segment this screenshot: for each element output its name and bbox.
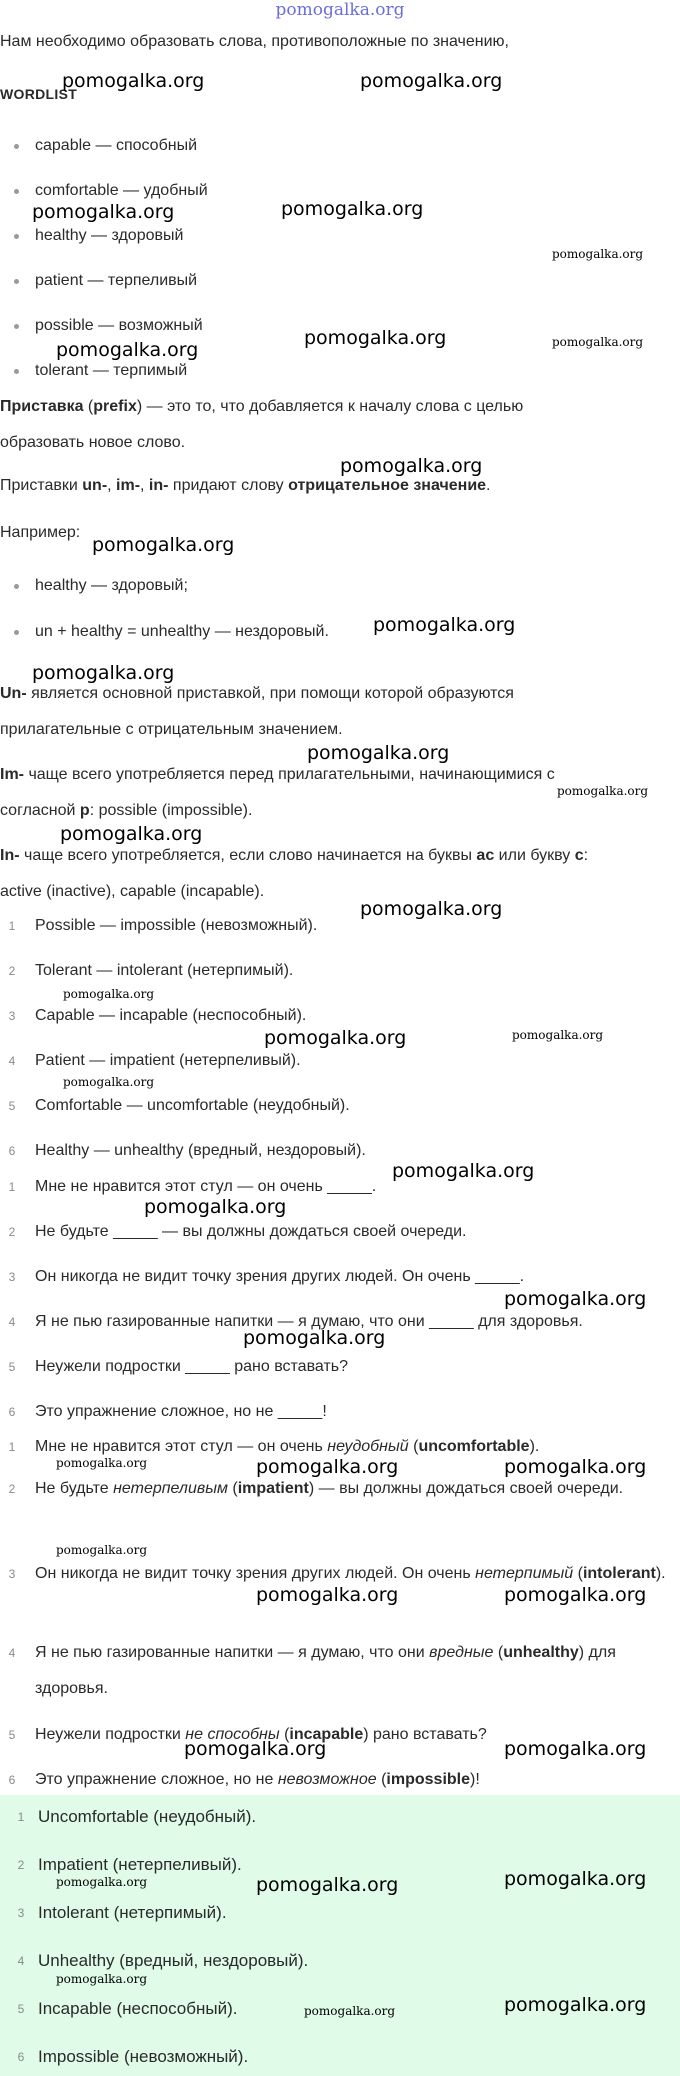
prefix-definition-line2: образовать новое слово. <box>0 434 186 451</box>
watermark: pomogalka.org <box>504 1456 647 1478</box>
bullet-icon <box>14 279 19 284</box>
prefix-definition: Приставка (prefix) — это то, что добавляется к началу слова с целью <box>0 398 524 415</box>
negative-prefixes: Приставки un-, im-, in- придают слову отрицательное значение. <box>0 477 491 494</box>
bullet-icon <box>14 630 19 635</box>
watermark: pomogalka.org <box>32 201 175 223</box>
bullet-icon <box>14 584 19 589</box>
watermark: pomogalka.org <box>32 662 175 684</box>
watermark: pomogalka.org <box>504 1738 647 1760</box>
watermark: pomogalka.org <box>512 1028 604 1042</box>
watermark: pomogalka.org <box>63 1075 155 1089</box>
im-rule: Im- чаще всего употребляется перед прилагательными, начинающимися с <box>0 766 555 783</box>
watermark: pomogalka.org <box>256 1874 399 1896</box>
watermark: pomogalka.org <box>256 1584 399 1606</box>
example-label: Например: <box>0 524 81 541</box>
un-rule: Un- является основной приставкой, при помощи которой образуются <box>0 685 514 702</box>
watermark: pomogalka.org <box>62 70 205 92</box>
watermark: pomogalka.org <box>184 1738 327 1760</box>
watermark: pomogalka.org <box>56 339 199 361</box>
watermark: pomogalka.org <box>144 1196 287 1218</box>
bullet-icon <box>14 324 19 329</box>
watermark: pomogalka.org <box>281 198 424 220</box>
watermark: pomogalka.org <box>552 335 644 349</box>
watermark: pomogalka.org <box>504 1288 647 1310</box>
watermark: pomogalka.org <box>256 1456 399 1478</box>
wordlist-heading: WORDLIST <box>0 86 78 102</box>
watermark: pomogalka.org <box>307 742 450 764</box>
un-rule-line2: прилагательные с отрицательным значением. <box>0 721 343 738</box>
im-rule-line2: согласной p: possible (impossible). <box>0 802 253 819</box>
in-rule: In- чаще всего употребляется, если слово начинается на буквы ac или букву c: <box>0 847 589 864</box>
watermark: pomogalka.org <box>504 1994 647 2016</box>
watermark: pomogalka.org <box>63 987 155 1001</box>
intro-text: Нам необходимо образовать слова, противоположные по значению, <box>0 33 509 50</box>
watermark: pomogalka.org <box>56 1972 148 1986</box>
watermark: pomogalka.org <box>552 247 644 261</box>
watermark: pomogalka.org <box>56 1543 148 1557</box>
watermark: pomogalka.org <box>557 784 649 798</box>
watermark: pomogalka.org <box>340 455 483 477</box>
watermark: pomogalka.org <box>304 327 447 349</box>
watermark: pomogalka.org <box>243 1327 386 1349</box>
bullet-icon <box>14 189 19 194</box>
watermark: pomogalka.org <box>92 534 235 556</box>
watermark: pomogalka.org <box>504 1868 647 1890</box>
in-rule-line2: active (inactive), capable (incapable). <box>0 883 265 900</box>
watermark: pomogalka.org <box>60 823 203 845</box>
answer-block <box>0 1795 680 2076</box>
watermark: pomogalka.org <box>360 70 503 92</box>
watermark: pomogalka.org <box>304 2004 396 2018</box>
watermark: pomogalka.org <box>264 1027 407 1049</box>
watermark: pomogalka.org <box>360 898 503 920</box>
bullet-icon <box>14 369 19 374</box>
watermark: pomogalka.org <box>56 1875 148 1889</box>
bullet-icon <box>14 144 19 149</box>
watermark: pomogalka.org <box>373 614 516 636</box>
watermark: pomogalka.org <box>392 1160 535 1182</box>
watermark: pomogalka.org <box>56 1456 148 1470</box>
bullet-icon <box>14 234 19 239</box>
watermark: pomogalka.org <box>504 1584 647 1606</box>
site-title[interactable]: pomogalka.org <box>275 0 405 20</box>
